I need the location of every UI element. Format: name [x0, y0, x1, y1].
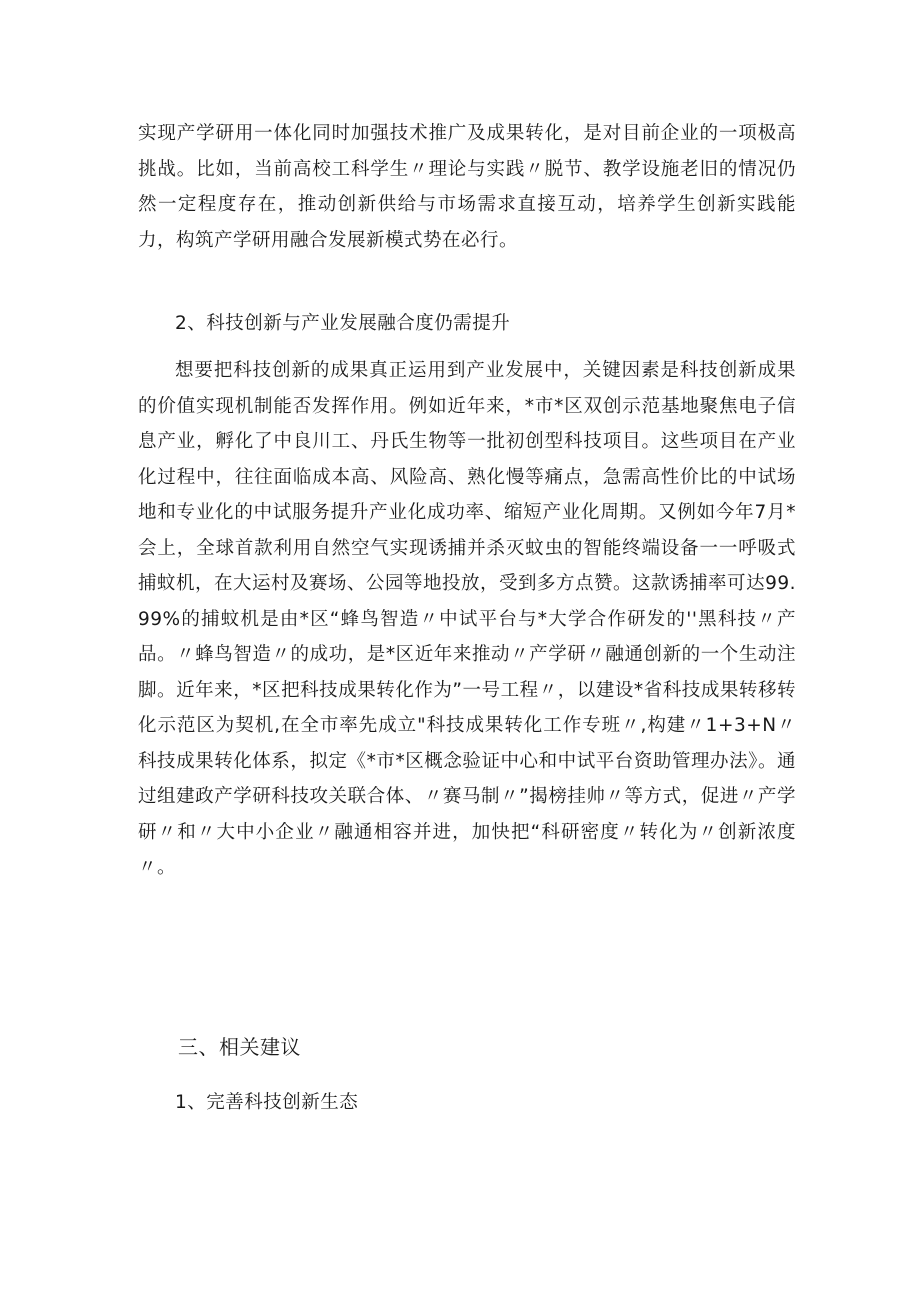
paragraph-tech-innovation-integration: 想要把科技创新的成果真正运用到产业发展中，关键因素是科技创新成果的价值实现机制能否发挥作用。例如近年来，*市*区双创示范基地聚焦电子信息产业，孵化了中良川工、丹氏生物等一批初创型科技项目。这些项目在产业化过程中，往往面临成本高、风险高、熟化慢等痛点，急需高性价比的中试场地和专业化的中试服务提升产业化成功率、缩短产业化周期。又例如今年7月*会上，全球首款利用自然空气实现诱捕并杀灭蚊虫的智能终端设备一一呼吸式捕蚊机，在大运村及赛场、公园等地投放，受到多方点赞。这款诱捕率可达99.99%的捕蚊机是由*区“蜂鸟智造〃中试平台与*大学合作研发的''黑科技〃产品。〃蜂鸟智造〃的成功，是*区近年来推动〃产学研〃融通创新的一个生动注脚。近年来，*区把科技成果转化作为”一号工程〃，以建设*省科技成果转移转化示范区为契机,在全市率先成立"科技成果转化工作专班〃,构建〃1+3+N〃科技成果转化体系，拟定《*市*区概念验证中心和中试平台资助管理办法》。通过组建政产学研科技攻关联合体、〃赛马制〃”揭榜挂帅〃等方式，促进〃产学研〃和〃大中小企业〃融通相容并进，加快把“科研密度〃转化为〃创新浓度〃。 — [138, 360, 796, 878]
section-heading-recommendations: 三、相关建议 — [178, 1035, 301, 1059]
paragraph-industry-university-research: 实现产学研用一体化同时加强技术推广及成果转化，是对目前企业的一项极高挑战。比如，当前高校工科学生〃理论与实践〃脱节、教学设施老旧的情况仍然一定程度存在，推动创新供给与市场需求直接互动，培养学生创新实践能力，构筑产学研用融合发展新模式势在必行。 — [138, 123, 796, 251]
section-heading-1: 1、完善科技创新生态 — [175, 1092, 359, 1113]
section-heading-2: 2、科技创新与产业发展融合度仍需提升 — [175, 313, 511, 334]
